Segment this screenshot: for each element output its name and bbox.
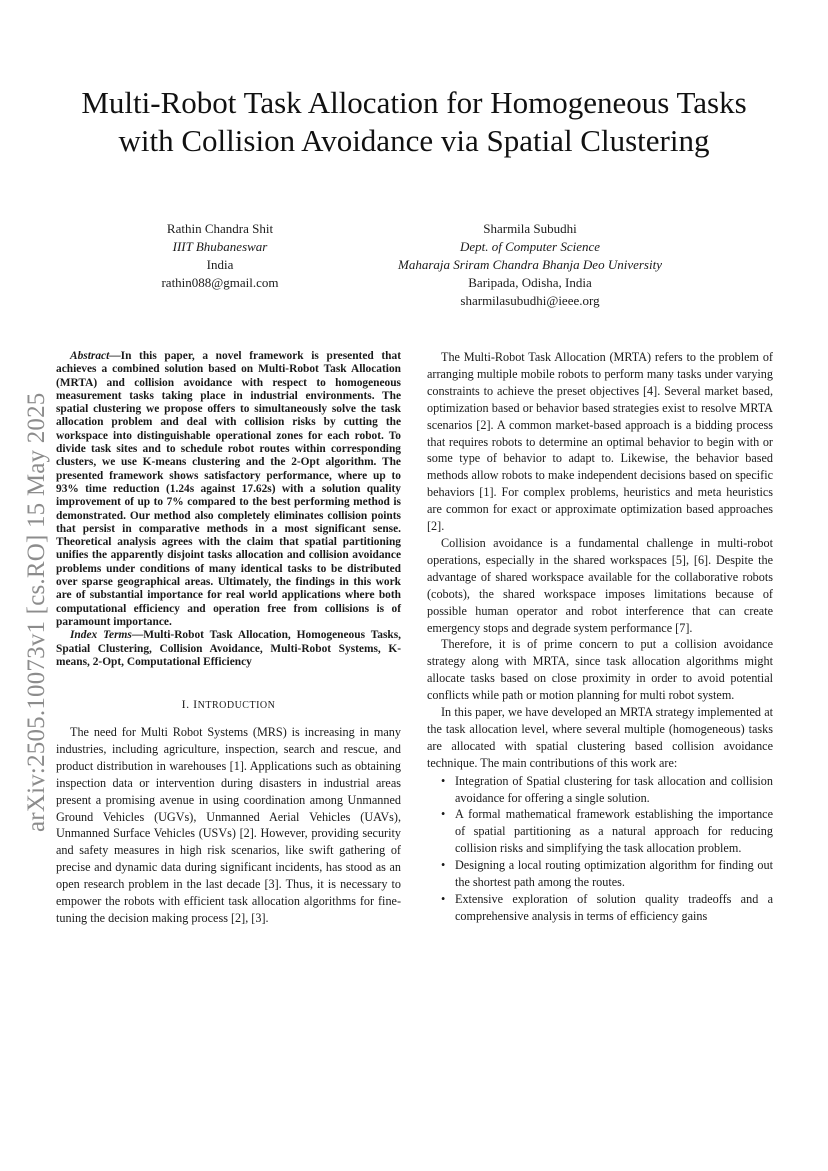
author-location: India xyxy=(206,257,234,272)
abstract-text: —In this paper, a novel framework is presented that achieves a combined solution based on Multi-Robot Task Allocation (MRTA) and collision avoidance with respect to homogeneous measurement tasks taking place in industrial environments. The spatial clustering we propose offers to simultaneously solve the task allocation problem and deal with collision risks by cutting the workspace into distinguishable operational zones for each robot. To divide task sites and to schedule robot routes within corresponding clusters, we use K-means clustering and the 2-Opt algorithm. The presented framework shows satisfactory performance, where up to 93% time reduction (1.24s against 17.62s) with a solution quality improvement of up to 7% compared to the best performing method is demonstrated. Our method also completely eliminates collision points that persist in comparative methods in a most significant sense. Theoretical analysis agrees with the claim that spatial partitioning unifies the apparently disjoint tasks allocation and collision avoidance problems under conditions of many identical tasks to be distributed over sparse geographical areas. Ultimately, the findings in this work are of substantial importance for real world applications where both computational efficiency and operation free from collisions is of paramount importance. xyxy=(56,350,401,628)
index-terms-text: —Multi-Robot Task Allocation, Homogeneous Tasks, Spatial Clustering, Collision Avoidance, Multi-Robot Systems, K-means, 2-Opt, Computational Efficiency xyxy=(56,629,401,668)
arxiv-identifier-stamp: arXiv:2505.10073v1 [cs.RO] 15 May 2025 xyxy=(23,392,50,832)
contribution-item xyxy=(427,806,773,857)
abstract xyxy=(56,350,401,629)
right-column xyxy=(427,349,773,925)
bullet-icon: • xyxy=(441,773,446,788)
intro-paragraph: The need for Multi Robot Systems (MRS) is increasing in many industries, including agriculture, inspection, search and rescue, and product distribution in warehouses [1]. Applications such as obtaining inspection data or intervention during disasters in industrial areas present a promising avenue in using coordination among Unmanned Ground Vehicles (UGVs), Unmanned Aerial Vehicles (UAVs), Unmanned Surface Vehicles (USVs) [2]. However, providing security and safety measures in high risk scenarios, like swift gathering of precise and dynamic data during significant incidents, has stood as an open research problem in the last decade [3]. Thus, it is necessary to empower the robots with efficient task allocation algorithms for fine-tuning the decision making process [2], [3]. xyxy=(56,725,401,925)
index-terms xyxy=(56,629,401,669)
index-terms-label: Index Terms xyxy=(70,629,132,642)
author-name: Sharmila Subudhi xyxy=(483,221,577,236)
author-location: Baripada, Odisha, India xyxy=(468,275,592,290)
abstract-label: Abstract xyxy=(70,350,110,362)
contribution-item xyxy=(427,773,773,807)
left-column xyxy=(56,350,401,927)
contribution-text: Integration of Spatial clustering for task allocation and collision avoidance for offering a single solution. xyxy=(455,773,773,805)
body-paragraph: The Multi-Robot Task Allocation (MRTA) refers to the problem of arranging multiple mobile robots to perform many tasks under varying constraints to achieve the preset objectives [4]. Several market based, optimization based or behavior based strategies exist to resolve MRTA scenarios [2]. A common market-based approach is a bidding process that requires robots to determine an optimal behavior to begin with or some type of behavior to adapt to. Likewise, the behavior based methods allow robots to make independent decisions based on specific behaviors [1]. For complex problems, heuristics and meta heuristics are common for exact or approximate optimization based approaches [2]. xyxy=(427,350,773,534)
section-heading-introduction xyxy=(56,696,401,715)
author-affiliation: IIIT Bhubaneswar xyxy=(172,239,268,254)
section-number: I. xyxy=(181,697,190,712)
bullet-icon: • xyxy=(441,807,446,822)
contributions-list xyxy=(427,773,773,925)
author-email: rathin088@gmail.com xyxy=(161,275,279,290)
contribution-text: Extensive exploration of solution quality tradeoffs and a comprehensive analysis in terms of efficiency gains xyxy=(455,892,773,923)
body-paragraph: Therefore, it is of prime concern to put a collision avoidance strategy along with MRTA, since task allocation algorithms might allocate tasks based on close proximity in order to avoid potential conflicts while path or motion planning for multi robot system. xyxy=(427,637,773,703)
section-title-initial: I xyxy=(193,697,198,712)
author-affiliation-university: Maharaja Sriram Chandra Bhanja Deo University xyxy=(398,257,662,272)
contribution-item xyxy=(427,857,773,891)
author-email: sharmilasubudhi@ieee.org xyxy=(460,293,600,308)
bullet-icon: • xyxy=(441,892,446,906)
author-block-1 xyxy=(120,220,320,292)
section-title-rest: NTRODUCTION xyxy=(197,700,276,712)
author-name: Rathin Chandra Shit xyxy=(166,221,274,236)
author-block-2 xyxy=(360,220,700,310)
contribution-text: A formal mathematical framework establishing the importance of spatial partitioning as a natural approach for reducing collision risks and simplifying the task allocation problem. xyxy=(455,807,773,856)
author-affiliation: Dept. of Computer Science xyxy=(459,239,601,254)
body-paragraph: In this paper, we have developed an MRTA strategy implemented at the task allocation level, where several multiple (homogeneous) tasks are allocated with spatial clustering based collision avoidance technique. The main contributions of this work are: xyxy=(427,705,773,770)
bullet-icon: • xyxy=(441,858,446,873)
body-paragraph: Collision avoidance is a fundamental challenge in multi-robot operations, especially in the shared workspaces [5], [6]. Despite the advantage of shared workspace available for the collaborative robots (cobots), the shared workspace imposes limitations because of possible human operator and robot interference that can create emergency stops and degrade system performance [7]. xyxy=(427,535,773,635)
contribution-text: Designing a local routing optimization algorithm for finding out the shortest path among the routes. xyxy=(455,858,773,890)
contribution-item xyxy=(427,891,773,925)
paper-title: Multi-Robot Task Allocation for Homogeneous Tasks with Collision Avoidance via Spatial Clustering xyxy=(81,85,747,158)
